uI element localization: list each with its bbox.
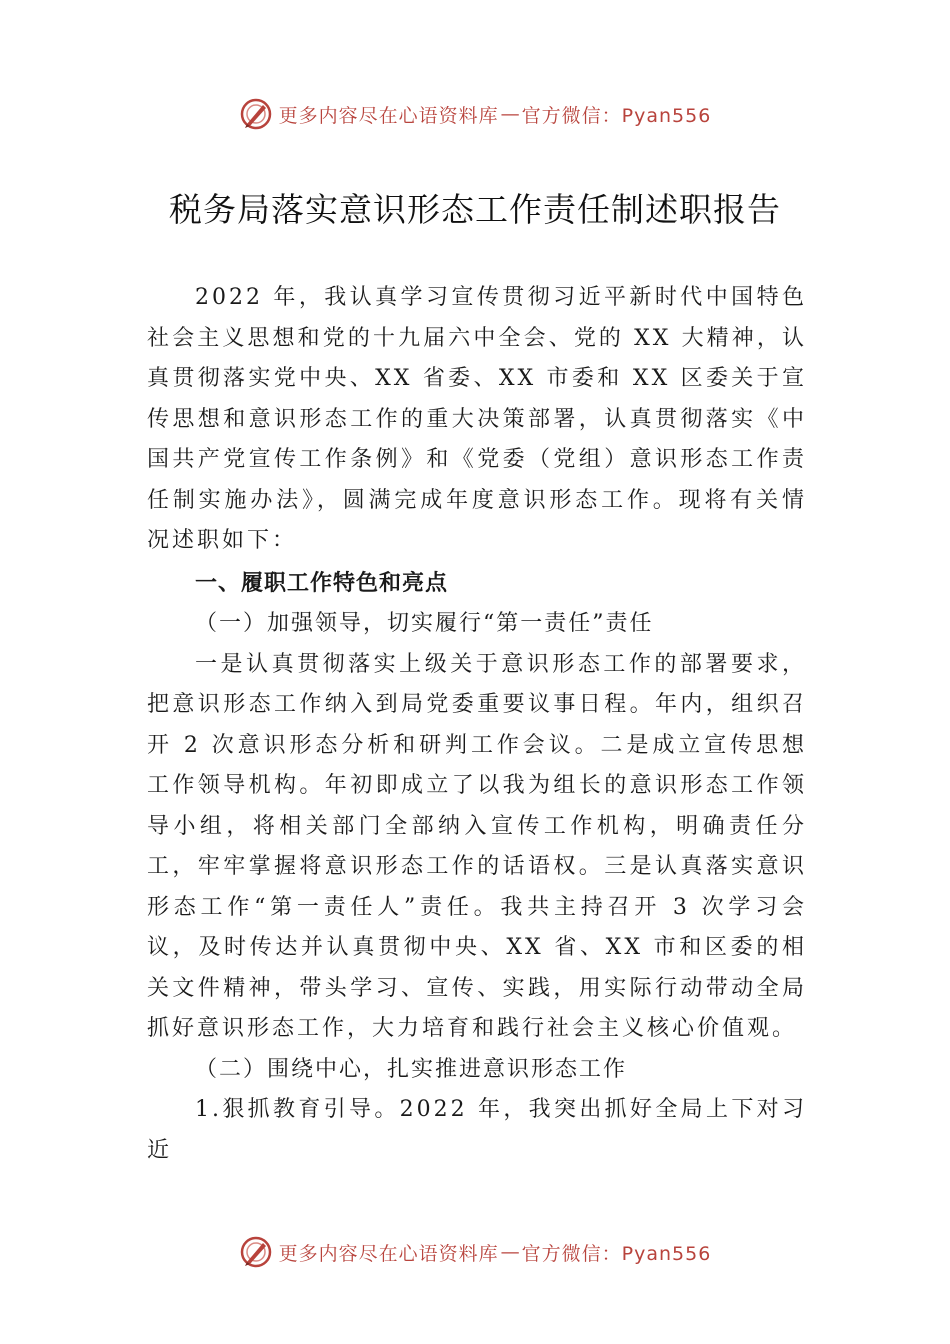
intro-paragraph: 2022 年，我认真学习宣传贯彻习近平新时代中国特色社会主义思想和党的十九届六中全会、党的 XX 大精神，认真贯彻落实党中央、XX 省委、XX 市委和 XX 区委关于宣传思想和意识形态工作的重大决策部署，认真贯彻落实《中国共产党宣传工作条例》和《党委（党组）意识形态工作责任制实施办法》，圆满完成年度意识形态工作。现将有关情况述职如下： — [147, 285, 807, 553]
watermark-footer — [0, 1232, 950, 1272]
watermark-separator: — — [500, 103, 520, 125]
subsection-heading: （一）加强领导，切实履行“第一责任”责任 — [195, 611, 654, 636]
watermark-separator: — — [500, 1241, 520, 1263]
section-heading: 一、履职工作特色和亮点 — [195, 570, 449, 596]
watermark-contact: 官方微信：Pyan556 — [521, 1242, 712, 1265]
subsection-heading: （二）围绕中心，扎实推进意识形态工作 — [195, 1056, 628, 1082]
body-paragraph: 1.狠抓教育引导。2022 年，我突出抓好全局上下对习近 — [147, 1097, 807, 1163]
watermark-brand: 更多内容尽在心语资料库 — [278, 1242, 499, 1265]
body-paragraph: 一是认真贯彻落实上级关于意识形态工作的部署要求，把意识形态工作纳入到局党委重要议事日程。年内，组织召开 2 次意识形态分析和研判工作会议。二是成立宣传思想工作领导机构。年初即成立了以我为组长的意识形态工作领导小组，将相关部门全部纳入宣传工作机构，明确责任分工，牢牢掌握将意识形态工作的话语权。三是认真落实意识形态工作“第一责任人”责任。我共主持召开 3 次学习会议，及时传达并认真贯彻中央、XX 省、XX 市和区委的相关文件精神，带头学习、宣传、实践，用实际行动带动全局抓好意识形态工作，大力培育和践行社会主义核心价值观。 — [147, 651, 807, 1041]
watermark-contact: 官方微信：Pyan556 — [521, 104, 712, 127]
pen-logo-icon — [239, 97, 273, 131]
pen-logo-icon — [239, 1235, 273, 1269]
document-body — [147, 278, 807, 1171]
watermark-header — [0, 94, 950, 134]
watermark-brand: 更多内容尽在心语资料库 — [278, 104, 499, 127]
document-title: 税务局落实意识形态工作责任制述职报告 — [169, 190, 781, 229]
